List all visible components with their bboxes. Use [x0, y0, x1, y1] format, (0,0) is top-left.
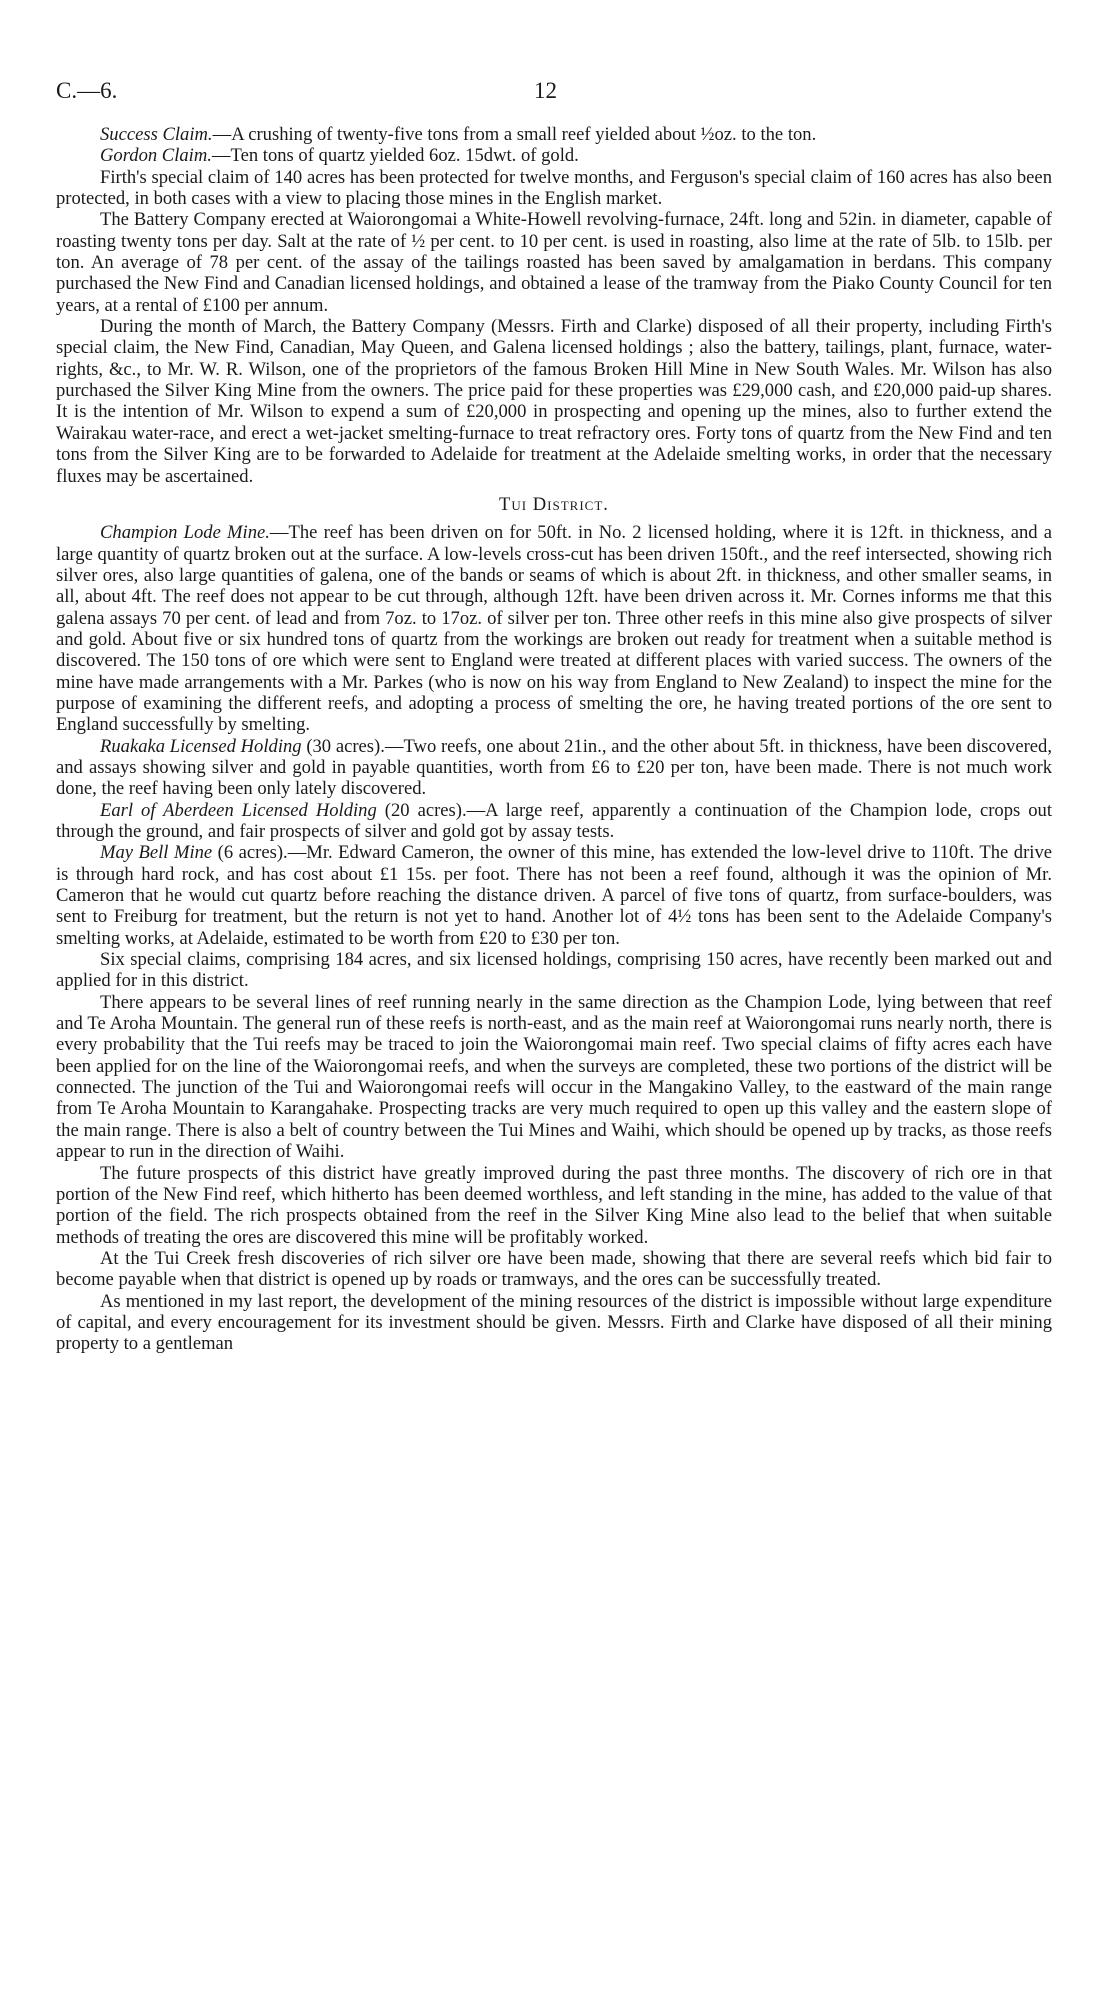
- paragraph: The Battery Company erected at Waiorongomai a White-Howell revolving-furnace, 24ft. long and 52in. in diameter, capable of roasting twenty tons per day. Salt at the rate of ½ per cent. to 10 per cent. is used in roasting, also lime at the rate of 5lb. to 15lb. per ton. An average of 78 per cent. of the assay of the tailings roasted has been saved by amalgamation in berdans. This company purchased the New Find and Canadian licensed holdings, and obtained a lease of the tramway from the Piako County Council for ten years, at a rental of £100 per annum.: [56, 209, 1052, 316]
- section-heading: Tui District.: [499, 493, 609, 515]
- paragraph: Gordon Claim.—Ten tons of quartz yielded 6oz. 15dwt. of gold.: [100, 145, 579, 167]
- report-reference: C.—6.: [56, 78, 118, 103]
- body-text: [56, 124, 1052, 1355]
- paragraph: As mentioned in my last report, the development of the mining resources of the district is impossible without large expenditure of capital, and every encouragement for its investment should be given. Messrs. Firth and Clarke have disposed of all their mining property to a gentleman: [56, 1290, 1052, 1355]
- page-header: [56, 78, 1052, 110]
- paragraph: Champion Lode Mine.—The reef has been driven on for 50ft. in No. 2 licensed holding, where it is 12ft. in thickness, and a large quantity of quartz broken out at the surface. A low-levels cross-cut has been driven 150ft., and the reef intersected, showing rich silver ores, also large quantities of galena, one of the bands or seams of which is about 2ft. in thickness, and other smaller seams, in all, about 4ft. The reef does not appear to be cut through, although 12ft. have been driven across it. Mr. Cornes informs me that this galena assays 70 per cent. of lead and from 7oz. to 17oz. of silver per ton. Three other reefs in this mine also give prospects of silver and gold. About five or six hundred tons of quartz from the workings are broken out ready for treatment when a suitable method is discovered. The 150 tons of ore which were sent to England were treated at different places with varied success. The owners of the mine have made arrangements with a Mr. Parkes (who is now on his way from England to New Zealand) to inspect the mine for the purpose of examining the different reefs, and adopting a process of smelting the ore, he having treated portions of the ore sent to England successfully by smelting.: [56, 522, 1052, 736]
- paragraphs-top: [56, 124, 1052, 487]
- paragraph: The future prospects of this district have greatly improved during the past three months. The discovery of rich ore in that portion of the New Find reef, which hitherto has been deemed worthless, and left standing in the mine, has added to the value of that portion of the field. The rich prospects obtained from the reef in the Silver King Mine also lead to the belief that when suitable methods of treating the ores are discovered this mine will be profitably worked.: [56, 1162, 1052, 1248]
- paragraph: Ruakaka Licensed Holding (30 acres).—Two reefs, one about 21in., and the other about 5ft. in thickness, have been discovered, and assays showing silver and gold in payable quantities, worth from £6 to £20 per ton, have been made. There is not much work done, the reef having been only lately discovered.: [56, 735, 1052, 800]
- paragraph: There appears to be several lines of reef running nearly in the same direction as the Champion Lode, lying between that reef and Te Aroha Mountain. The general run of these reefs is north-east, and as the main reef at Waiorongomai runs nearly north, there is every probability that the Tui reefs may be traced to join the Waiorongomai main reef. Two special claims of fifty acres each have been applied for on the line of the Waiorongomai reefs, and when the surveys are completed, these two portions of the district will be connected. The junction of the Tui and Waiorongomai reefs will occur in the Mangakino Valley, to the eastward of the main range from Te Aroha Mountain to Karangahake. Prospecting tracks are very much required to open up this valley and the eastern slope of the main range. There is also a belt of country between the Tui Mines and Waihi, which should be opened up by tracks, as those reefs appear to run in the direction of Waihi.: [56, 991, 1052, 1163]
- paragraph: May Bell Mine (6 acres).—Mr. Edward Cameron, the owner of this mine, has extended the low-level drive to 110ft. The drive is through hard rock, and has cost about £1 15s. per foot. There has not been a reef found, although it was the opinion of Mr. Cameron that he would cut quartz before reaching the distance driven. A parcel of five tons of quartz, from surface-boulders, was sent to Freiburg for treatment, but the return is not yet to hand. Another lot of 4½ tons has been sent to the Adelaide Company's smelting works, at Adelaide, estimated to be worth from £20 to £30 per ton.: [56, 842, 1053, 949]
- paragraph: Firth's special claim of 140 acres has been protected for twelve months, and Ferguson's special claim of 160 acres has also been protected, in both cases with a view to placing those mines in the English market.: [56, 166, 1052, 210]
- paragraph: Earl of Aberdeen Licensed Holding (20 acres).—A large reef, apparently a continuation of the Champion lode, crops out through the ground, and fair prospects of silver and gold got by assay tests.: [56, 799, 1052, 842]
- document-page: [56, 78, 1052, 1355]
- paragraphs-bottom: [56, 522, 1052, 1354]
- paragraph: Success Claim.—A crushing of twenty-five tons from a small reef yielded about ½oz. to the ton.: [100, 124, 817, 145]
- paragraph: Six special claims, comprising 184 acres, and six licensed holdings, comprising 150 acres, have recently been marked out and applied for in this district.: [56, 949, 1052, 992]
- page-number: 12: [534, 78, 557, 103]
- paragraph: At the Tui Creek fresh discoveries of rich silver ore have been made, showing that there are several reefs which bid fair to become payable when that district is opened up by roads or tramways, and the ores can be successfully treated.: [56, 1247, 1052, 1291]
- paragraph: During the month of March, the Battery Company (Messrs. Firth and Clarke) disposed of all their property, including Firth's special claim, the New Find, Canadian, May Queen, and Galena licensed holdings ; also the battery, tailings, plant, furnace, water-rights, &c., to Mr. W. R. Wilson, one of the proprietors of the famous Broken Hill Mine in New South Wales. Mr. Wilson has also purchased the Silver King Mine from the owners. The price paid for these properties was £29,000 cash, and £20,000 paid-up shares. It is the intention of Mr. Wilson to expend a sum of £20,000 in prospecting and opening up the mines, also to further extend the Wairakau water-race, and erect a wet-jacket smelting-furnace to treat refractory ores. Forty tons of quartz from the New Find and ten tons from the Silver King are to be forwarded to Adelaide for treatment at the Adelaide smelting works, in order that the necessary fluxes may be ascertained.: [56, 316, 1052, 487]
